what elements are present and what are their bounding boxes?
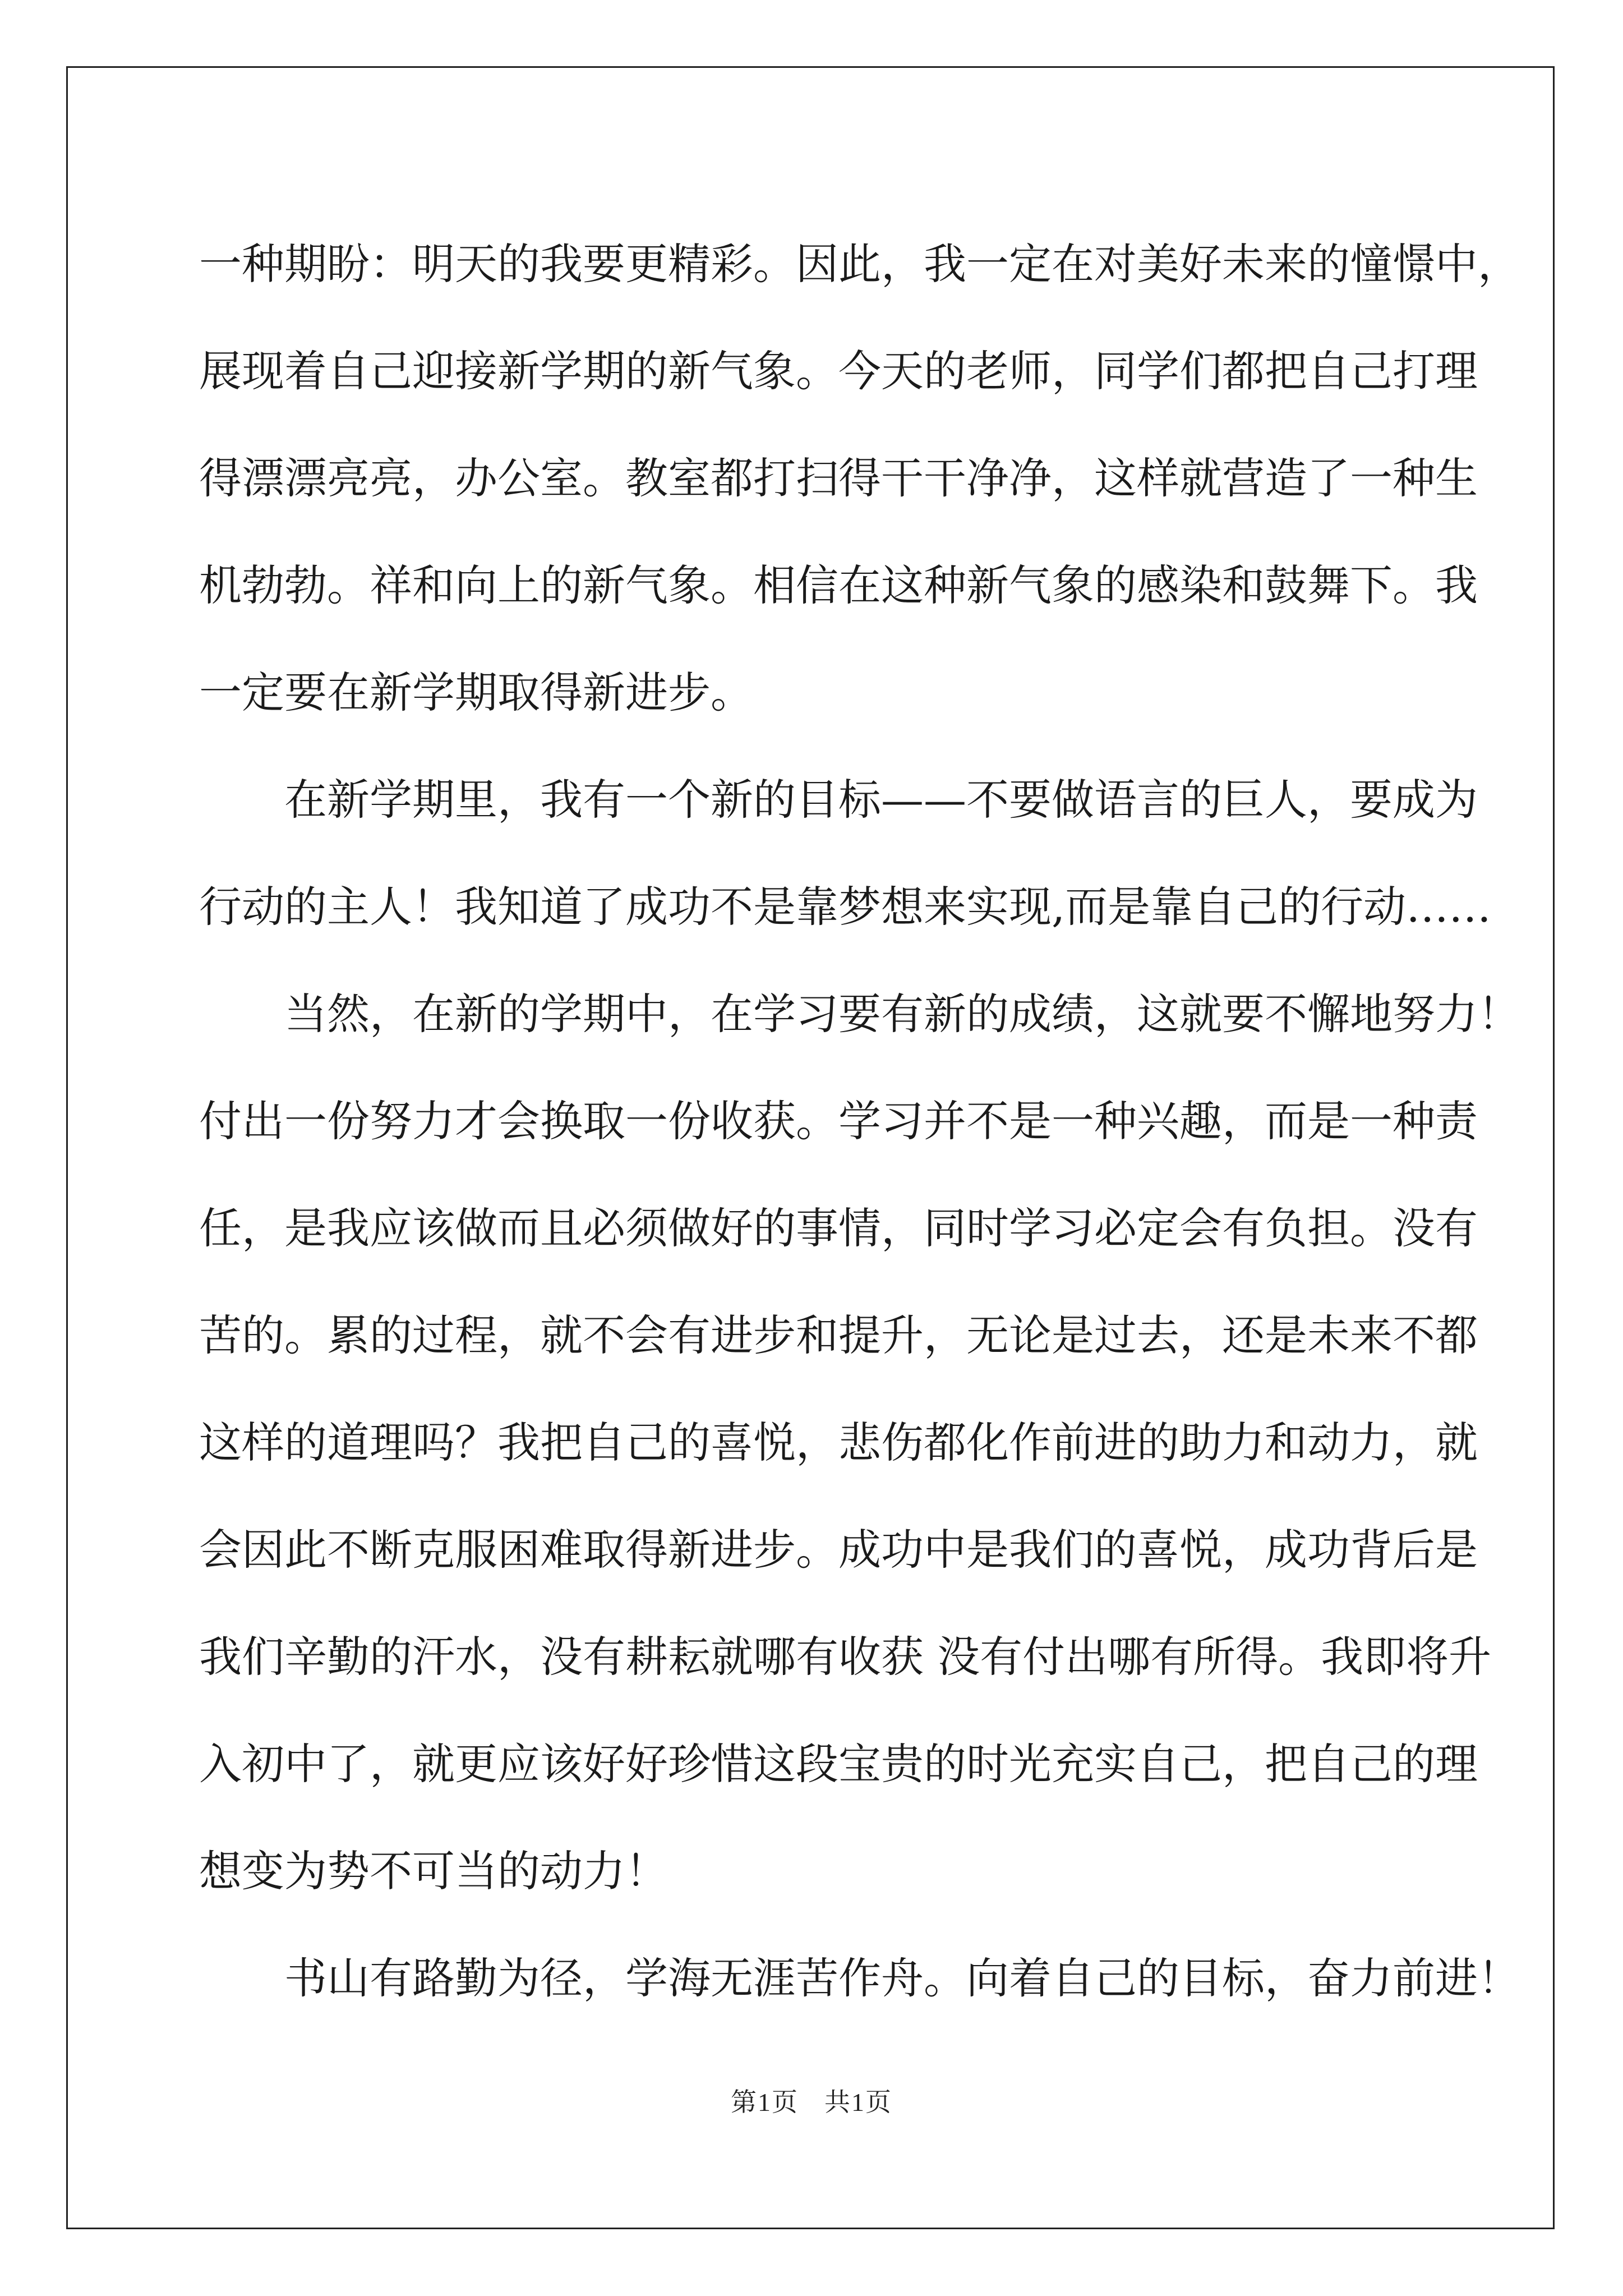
text-line: 在新学期里，我有一个新的目标——不要做语言的巨人，要成为 <box>284 775 1478 825</box>
text-line: 会因此不断克服困难取得新进步。成功中是我们的喜悦，成功背后是 <box>199 1525 1478 1575</box>
text-line: 入初中了，就更应该好好珍惜这段宝贵的时光充实自己，把自己的理 <box>199 1739 1478 1789</box>
page-footer <box>0 2086 1623 2119</box>
text-line: 展现着自己迎接新学期的新气象。今天的老师，同学们都把自己打理 <box>199 346 1478 396</box>
paragraph-1 <box>199 210 1520 746</box>
paragraph-4 <box>199 1925 1520 2032</box>
text-line: 得漂漂亮亮，办公室。教室都打扫得干干净净，这样就营造了一种生 <box>199 453 1478 503</box>
text-line: 书山有路勤为径，学海无涯苦作舟。向着自己的目标，奋力前进！ <box>284 1953 1520 2003</box>
page-number: 第1页 <box>731 2088 799 2116</box>
text-line: 想变为势不可当的动力！ <box>199 1846 668 1896</box>
document-body <box>199 210 1520 2032</box>
paragraph-3 <box>199 960 1520 1925</box>
text-line: 付出一份努力才会换取一份收获。学习并不是一种兴趣，而是一种责 <box>199 1096 1478 1146</box>
paragraph-2 <box>199 746 1492 960</box>
text-line: 一种期盼：明天的我要更精彩。因此，我一定在对美好未来的憧憬中， <box>199 239 1520 289</box>
text-line: 机勃勃。祥和向上的新气象。相信在这种新气象的感染和鼓舞下。我 <box>199 560 1478 610</box>
text-line: 行动的主人！我知道了成功不是靠梦想来实现,而是靠自己的行动…… <box>199 882 1492 932</box>
text-line: 任，是我应该做而且必须做好的事情，同时学习必定会有负担。没有 <box>199 1203 1478 1253</box>
text-line: 一定要在新学期取得新进步。 <box>199 668 753 717</box>
text-line: 我们辛勤的汗水，没有耕耘就哪有收获 没有付出哪有所得。我即将升 <box>199 1632 1492 1682</box>
text-line: 这样的道理吗？我把自己的喜悦，悲伤都化作前进的助力和动力，就 <box>199 1418 1478 1467</box>
page-total: 共1页 <box>824 2088 892 2116</box>
text-line: 当然，在新的学期中，在学习要有新的成绩，这就要不懈地努力！ <box>284 989 1520 1039</box>
text-line: 苦的。累的过程，就不会有进步和提升，无论是过去，还是未来不都 <box>199 1310 1478 1360</box>
